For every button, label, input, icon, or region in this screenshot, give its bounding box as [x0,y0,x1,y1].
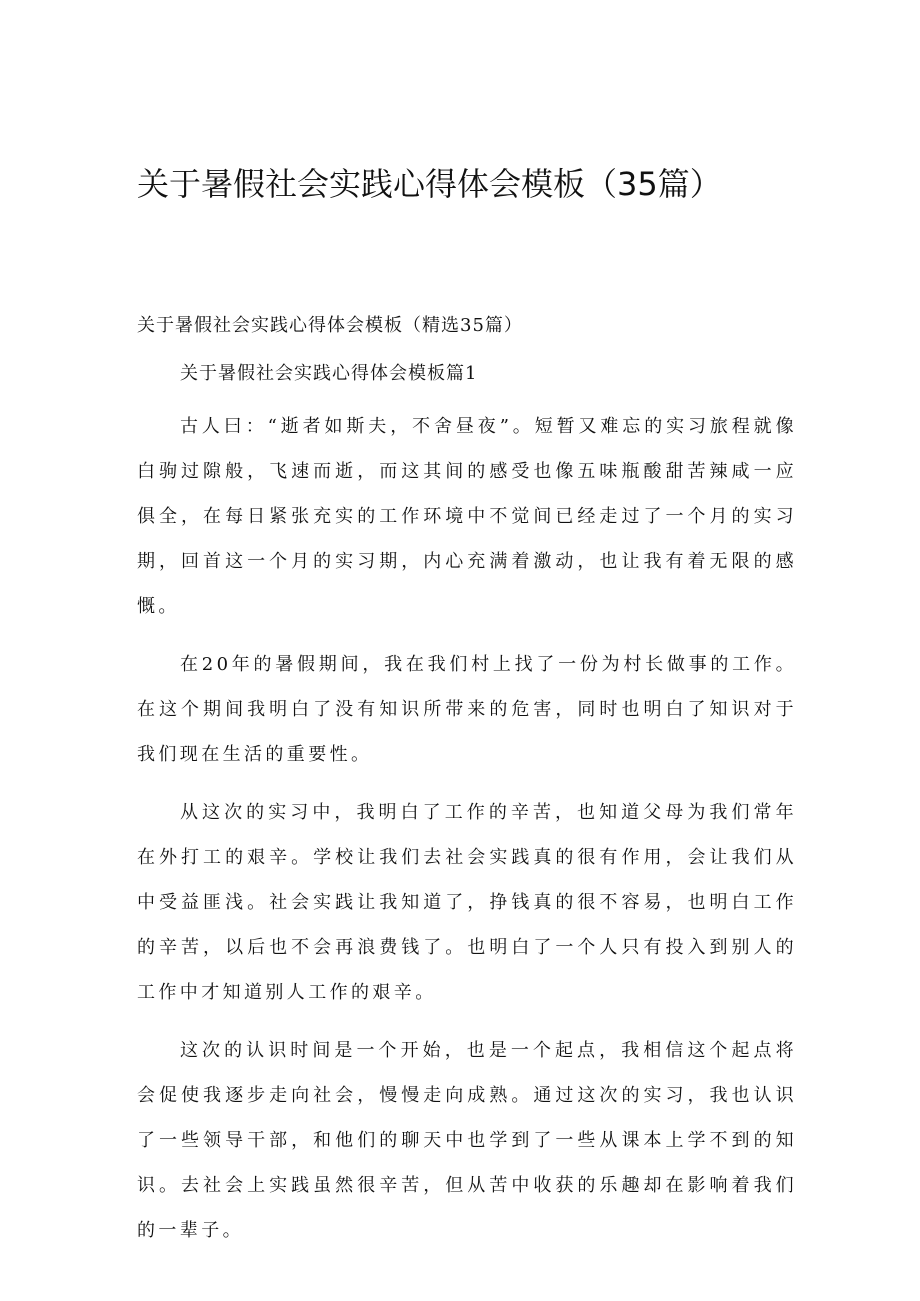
paragraph: 古人曰：“逝者如斯夫，不舍昼夜”。短暂又难忘的实习旅程就像白驹过隙般，飞速而逝，而这其间的感受也像五味瓶酸甜苦辣咸一应俱全，在每日紧张充实的工作环境中不觉间已经走过了一个月的实习期，回首这一个月的实习期，内心充满着激动，也让我有着无限的感慨。 [137,416,797,617]
section-heading: 关于暑假社会实践心得体会模板篇1 [180,363,478,384]
document-title: 关于暑假社会实践心得体会模板（35篇） [137,165,722,203]
document-subtitle: 关于暑假社会实践心得体会模板（精选35篇） [137,315,523,336]
document-body [137,404,797,1266]
paragraph: 在20年的暑假期间，我在我们村上找了一份为村长做事的工作。在这个期间我明白了没有知识所带来的危害，同时也明白了知识对于我们现在生活的重要性。 [137,654,797,765]
paragraph: 从这次的实习中，我明白了工作的辛苦，也知道父母为我们常年在外打工的艰辛。学校让我们去社会实践真的很有作用，会让我们从中受益匪浅。社会实践让我知道了，挣钱真的很不容易，也明白工作的辛苦，以后也不会再浪费钱了。也明白了一个人只有投入到别人的工作中才知道别人工作的艰辛。 [137,802,797,1003]
paragraph: 这次的认识时间是一个开始，也是一个起点，我相信这个起点将会促使我逐步走向社会，慢慢走向成熟。通过这次的实习，我也认识了一些领导干部，和他们的聊天中也学到了一些从课本上学不到的知识。去社会上实践虽然很辛苦，但从苦中收获的乐趣却在影响着我们的一辈子。 [137,1040,797,1241]
